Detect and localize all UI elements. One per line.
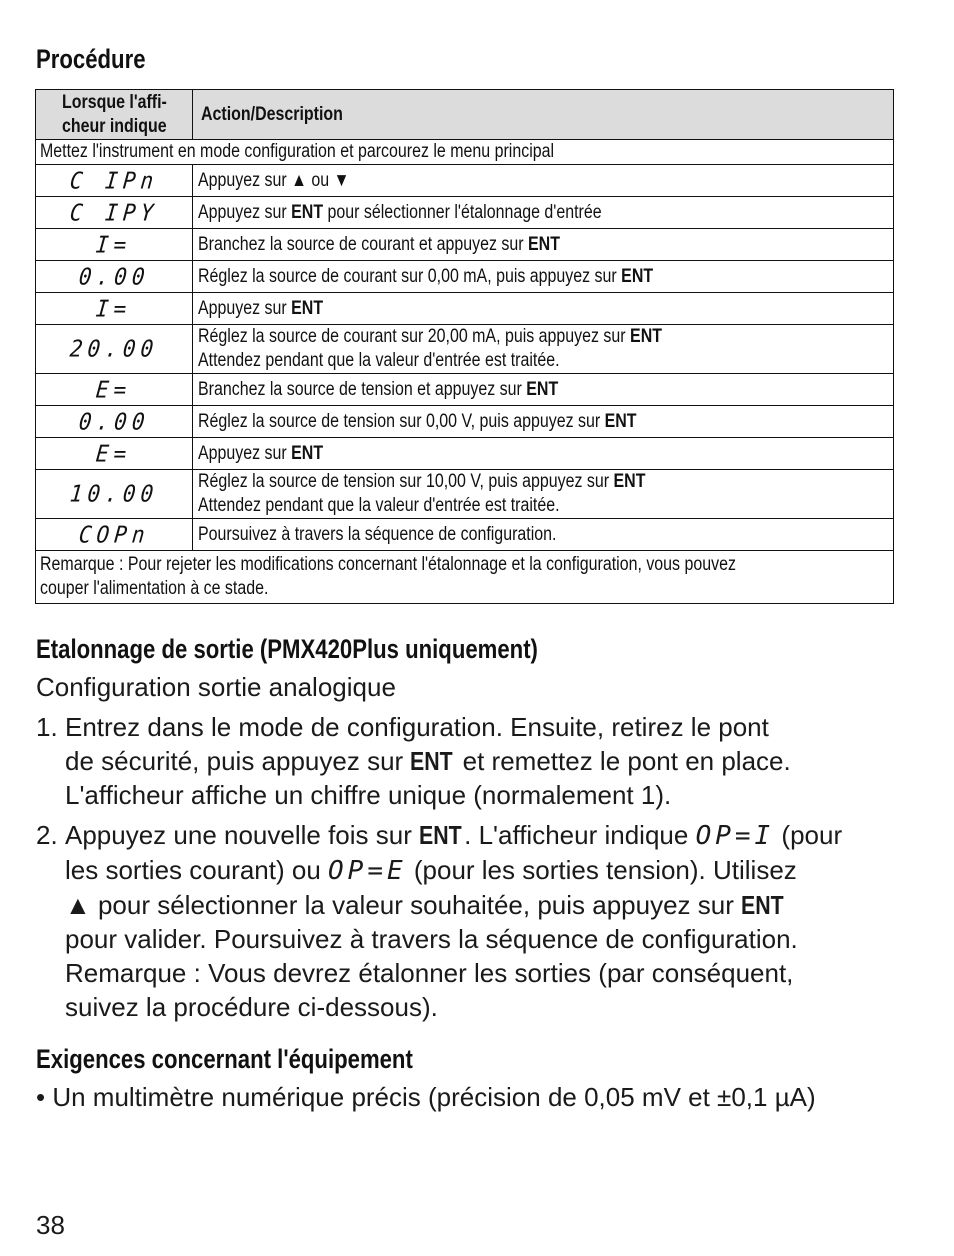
table-row (36, 438, 894, 470)
action-cell (193, 165, 894, 197)
output-calibration-heading: Etalonnage de sortie (PMX420Plus uniquement) (36, 634, 538, 664)
action-cell (193, 519, 894, 551)
display-cell (36, 438, 193, 470)
equipment-heading: Exigences concernant l'équipement (36, 1044, 413, 1074)
action-cell (193, 374, 894, 406)
action-cell (193, 406, 894, 438)
display-cell (36, 293, 193, 325)
action-text: Branchez la source de courant et appuyez sur ENT (198, 233, 560, 255)
display-readout-voltage: OP=E (328, 856, 407, 886)
action-cell (193, 229, 894, 261)
table-row (36, 470, 894, 519)
action-text: Réglez la source de courant sur 0,00 mA, puis appuyez sur ENT (198, 265, 654, 287)
ent-key-label: ENT (291, 297, 324, 319)
page-number: 38 (36, 1210, 65, 1240)
display-readout: I= (95, 231, 133, 258)
ent-key-label: ENT (526, 378, 559, 400)
display-cell (36, 165, 193, 197)
ent-key-label: ENT (621, 265, 654, 287)
action-text: Appuyez sur ENT (198, 442, 324, 464)
action-text: Appuyez sur ▲ ou ▼ (198, 169, 350, 191)
action-cell (193, 470, 894, 519)
action-text: Branchez la source de tension et appuyez sur ENT (198, 378, 559, 400)
display-cell (36, 261, 193, 293)
table-row (36, 406, 894, 438)
action-cell (193, 197, 894, 229)
list-item: 1. Entrez dans le mode de configuration. Ensuite, retirez le pont de sécurité, puis appuyez sur ENT et remettez le pont en place. L'afficheur affiche un chiffre unique (normalement 1). (36, 712, 791, 810)
table-intro-row (36, 140, 894, 165)
action-text: Réglez la source de tension sur 10,00 V, puis appuyez sur ENT (198, 471, 646, 492)
display-cell (36, 197, 193, 229)
procedure-table (35, 89, 894, 604)
table-row (36, 197, 894, 229)
display-readout: C IPY (68, 199, 160, 226)
ent-key-label: ENT (291, 201, 324, 223)
action-cell (193, 293, 894, 325)
table-note-row (36, 551, 894, 604)
table-header-row (36, 90, 894, 140)
table-row (36, 261, 894, 293)
display-readout: 20.00 (68, 335, 160, 363)
action-text: Poursuivez à travers la séquence de configuration. (198, 523, 557, 545)
display-readout: COPn (77, 521, 151, 548)
action-cell (193, 438, 894, 470)
note-text: Remarque : Pour rejeter les modifications concernant l'étalonnage et la configuration, vous pouvez (40, 554, 736, 575)
intro-text: Mettez l'instrument en mode configuration et parcourez le menu principal (40, 141, 555, 162)
header-action-column: Action/Description (193, 90, 894, 140)
action-text: Appuyez sur ENT (198, 297, 324, 319)
display-cell (36, 406, 193, 438)
action-cell (193, 261, 894, 293)
display-readout: I= (95, 295, 133, 322)
display-readout: E= (95, 376, 133, 403)
table-row (36, 519, 894, 551)
table-row (36, 374, 894, 406)
ent-key-label: ENT (604, 410, 637, 432)
table-row (36, 325, 894, 374)
display-readout-current: OP=I (695, 821, 775, 851)
table-row (36, 293, 894, 325)
table-row (36, 165, 894, 197)
note-text: couper l'alimentation à ce stade. (40, 578, 269, 599)
action-text: Réglez la source de courant sur 20,00 mA, puis appuyez sur ENT (198, 326, 662, 347)
ent-key-label: ENT (630, 326, 662, 347)
display-cell (36, 325, 193, 374)
action-text-line2: Attendez pendant que la valeur d'entrée est traitée. (198, 495, 560, 516)
ent-key-label: ENT (291, 442, 324, 464)
display-readout: 10.00 (68, 480, 160, 508)
action-text: Appuyez sur ENT pour sélectionner l'étalonnage d'entrée (198, 201, 602, 223)
ent-key-label: ENT (528, 233, 560, 255)
table-row (36, 229, 894, 261)
analog-output-subtitle: Configuration sortie analogique (36, 672, 396, 702)
display-cell (36, 374, 193, 406)
display-cell (36, 229, 193, 261)
display-readout: C IPn (68, 167, 160, 194)
action-text: Réglez la source de tension sur 0,00 V, puis appuyez sur ENT (198, 410, 637, 432)
list-item: 2. Appuyez une nouvelle fois sur ENT. L'afficheur indique OP=I (pour les sorties courant) ou OP=E (pour les sorties tension). Utilisez ▲ pour sélectionner la valeur souhaitée, puis appuyez sur ENT pour valider. Poursuivez à travers la séquence de configuration. Remarque : Vous devrez étalonner les sorties (par conséquent, suivez la procédure ci-dessous). (36, 820, 843, 1022)
action-cell (193, 325, 894, 374)
display-cell (36, 519, 193, 551)
action-text-line2: Attendez pendant que la valeur d'entrée est traitée. (198, 350, 560, 371)
display-readout: 0.00 (77, 408, 151, 435)
display-cell (36, 470, 193, 519)
display-readout: E= (95, 440, 133, 467)
header-display-column: Lorsque l'affi- cheur indique (36, 90, 193, 140)
equipment-bullet: • Un multimètre numérique précis (précision de 0,05 mV et ±0,1 µA) (36, 1082, 816, 1112)
procedure-heading: Procédure (36, 44, 146, 74)
display-readout: 0.00 (77, 263, 151, 290)
ent-key-label: ENT (613, 471, 646, 492)
